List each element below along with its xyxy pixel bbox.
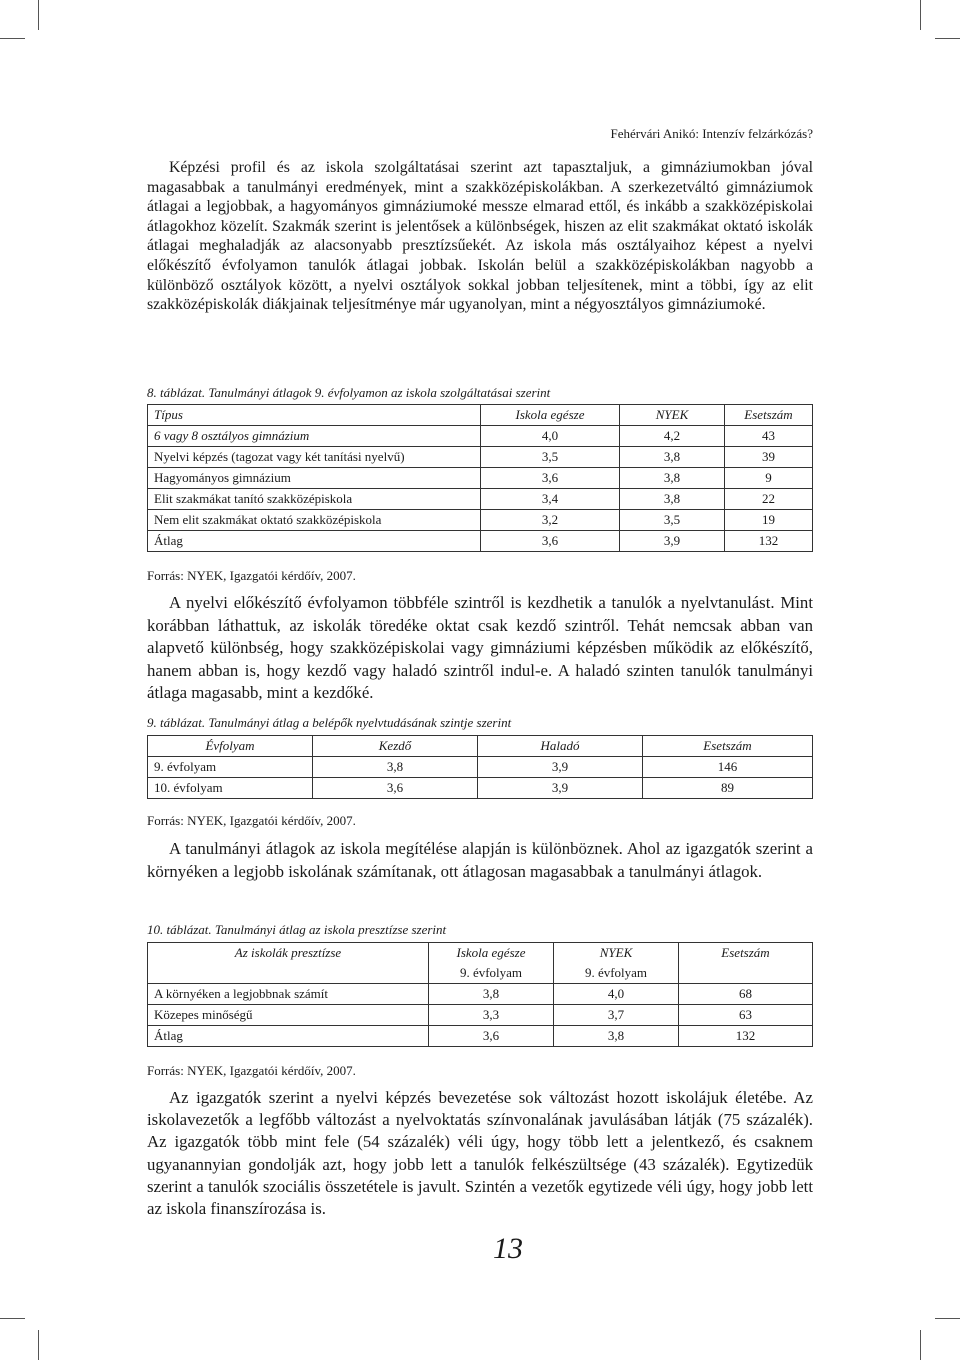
table-cell: 146 <box>643 757 813 778</box>
table-cell: 3,4 <box>481 489 620 510</box>
page-number: 13 <box>493 1232 523 1265</box>
table-header-cell: Iskola egésze <box>429 943 554 964</box>
crop-mark <box>920 1330 921 1360</box>
table-header-cell: Típus <box>148 405 481 426</box>
table-cell: 3,8 <box>620 468 725 489</box>
table-row <box>148 1026 813 1047</box>
crop-mark <box>935 38 960 39</box>
table-cell: 10. évfolyam <box>148 778 313 799</box>
table-header-cell: Kezdő <box>313 736 478 757</box>
table-cell: 68 <box>679 984 813 1005</box>
table-8-source: Forrás: NYEK, Igazgatói kérdőív, 2007. <box>147 568 356 583</box>
table-header-cell: Évfolyam <box>148 736 313 757</box>
table-cell: 39 <box>725 447 813 468</box>
paragraph-4: Az igazgatók szerint a nyelvi képzés bevezetése sok változást hozott iskolájuk életébe. Az iskolavezetők a legfőbb változást a nyelvoktatás színvonalának javulásában látják (75 százalék). Az igazgatók több mint fele (54 százalék) véli úgy, hogy több lett a jelentkező, és csaknem ugyanannyian gondolják azt, hogy jobb lett a tanulók felkészültsége (43 százalék). Egytizedük szerint a tanulók szociális összetétele is javult. Szintén a vezetők egytizede véli úgy, hogy jobb lett az iskola finanszírozása is. <box>147 1088 813 1219</box>
table-10-caption: 10. táblázat. Tanulmányi átlag az iskola presztízse szerint <box>147 922 447 937</box>
table-row <box>148 778 813 799</box>
table-cell: 4,0 <box>554 984 679 1005</box>
crop-mark <box>0 1318 25 1319</box>
table-header-cell: Esetszám <box>725 405 813 426</box>
table-cell: 3,9 <box>478 757 643 778</box>
table-cell: 3,9 <box>620 531 725 552</box>
table-cell: 132 <box>679 1026 813 1047</box>
table-header-cell: NYEK <box>620 405 725 426</box>
table-cell: 3,8 <box>620 447 725 468</box>
table-row <box>148 468 813 489</box>
paragraph-1: Képzési profil és az iskola szolgáltatásai szerint azt tapasztaljuk, a gimnáziumokban jóval magasabbak a tanulmányi eredmények, mint a szakközépiskolákban. A szerkezetváltó gimnáziumok átlagai a legjobbak, a hagyományos gimnáziumoké messze elmarad ettől, és inkább a szakközépiskolai átlagokhoz közelít. Szakmák szerint is jelentősek a különbségek, hiszen az elit szakmákat oktató iskolák átlagai meghaladják az alacsonyabb presztízsűekét. Az iskola más osztályaihoz képest a nyelvi előkészítő évfolyamon tanulók átlagai jobbak. Iskolán belül a szakközépiskolákban nagyobb a különböző osztályok között, a nyelvi osztályok sokkal jobban teljesítenek, mint a többi, így az elit szakközépiskolák diákjainak teljesítménye már ugyanolyan, mint a négyosztályos gimnáziumoké. <box>147 159 813 314</box>
table-header-row <box>148 943 813 964</box>
table-10-source: Forrás: NYEK, Igazgatói kérdőív, 2007. <box>147 1063 356 1078</box>
table-cell: Átlag <box>148 531 481 552</box>
table-cell: 9 <box>725 468 813 489</box>
table-cell: 3,9 <box>478 778 643 799</box>
table-9-source: Forrás: NYEK, Igazgatói kérdőív, 2007. <box>147 813 356 828</box>
table-cell: 9. évfolyam <box>554 963 679 984</box>
table-9 <box>147 735 813 799</box>
table-cell <box>679 963 813 984</box>
table-cell: 3,6 <box>313 778 478 799</box>
table-cell: 3,2 <box>481 510 620 531</box>
table-cell: 3,6 <box>481 531 620 552</box>
table-cell: 3,5 <box>620 510 725 531</box>
table-cell: 63 <box>679 1005 813 1026</box>
table-cell: 3,6 <box>429 1026 554 1047</box>
paragraph-2: A nyelvi előkészítő évfolyamon többféle szintről is kezdhetik a tanulók a nyelvtanulást. Mint korábban láthattuk, az iskolák töredéke oktat csak kezdő szintről. Tehát nemcsak abban van alapvető különbség, hogy szakközépiskolai vagy gimnáziumi képzésben működik az előkészítő, hanem abban is, hogy kezdő vagy haladó szintről indul-e. A haladó szinten tanulók tanulmányi átlaga magasabb, mint a kezdőké. <box>147 593 813 703</box>
table-cell: 3,8 <box>554 1026 679 1047</box>
paragraph-3: A tanulmányi átlagok az iskola megítélése alapján is különböznek. Ahol az igazgatók szerint a környéken a legjobb iskolának számítanak, ott átlagosan magasabbak a tanulmányi átlagok. <box>147 839 813 881</box>
table-cell: Hagyományos gimnázium <box>148 468 481 489</box>
table-cell: 9. évfolyam <box>148 757 313 778</box>
table-cell: 3,8 <box>429 984 554 1005</box>
table-cell: 43 <box>725 426 813 447</box>
table-row <box>148 489 813 510</box>
table-9-caption: 9. táblázat. Tanulmányi átlag a belépők nyelvtudásának szintje szerint <box>147 715 512 730</box>
table-cell <box>148 963 429 984</box>
table-cell: 3,5 <box>481 447 620 468</box>
table-cell: Elit szakmákat tanító szakközépiskola <box>148 489 481 510</box>
table-cell: Nyelvi képzés (tagozat vagy két tanítási nyelvű) <box>148 447 481 468</box>
table-row <box>148 984 813 1005</box>
table-cell: 6 vagy 8 osztályos gimnázium <box>148 426 481 447</box>
table-8-caption: 8. táblázat. Tanulmányi átlagok 9. évfolyamon az iskola szolgáltatásai szerint <box>147 385 551 400</box>
table-cell: A környéken a legjobbnak számít <box>148 984 429 1005</box>
table-cell: 22 <box>725 489 813 510</box>
table-10 <box>147 942 813 1047</box>
table-header-cell: Haladó <box>478 736 643 757</box>
table-header-row <box>148 405 813 426</box>
table-cell: 3,7 <box>554 1005 679 1026</box>
table-cell: Nem elit szakmákat oktató szakközépiskola <box>148 510 481 531</box>
table-header-cell: Esetszám <box>679 943 813 964</box>
crop-mark <box>0 38 25 39</box>
running-head: Fehérvári Anikó: Intenzív felzárkózás? <box>610 126 813 141</box>
table-cell: 19 <box>725 510 813 531</box>
table-row <box>148 757 813 778</box>
crop-mark <box>920 0 921 30</box>
table-header-cell: Esetszám <box>643 736 813 757</box>
table-row <box>148 1005 813 1026</box>
table-row <box>148 447 813 468</box>
table-cell: 3,8 <box>620 489 725 510</box>
table-subheader-row <box>148 963 813 984</box>
table-cell: 132 <box>725 531 813 552</box>
table-8 <box>147 404 813 552</box>
crop-mark <box>935 1318 960 1319</box>
table-cell: 3,8 <box>313 757 478 778</box>
table-row <box>148 426 813 447</box>
table-cell: Közepes minőségű <box>148 1005 429 1026</box>
table-cell: 4,2 <box>620 426 725 447</box>
table-cell: 3,6 <box>481 468 620 489</box>
table-cell: 89 <box>643 778 813 799</box>
table-cell: Átlag <box>148 1026 429 1047</box>
crop-mark <box>38 0 39 30</box>
table-cell: 3,3 <box>429 1005 554 1026</box>
crop-mark <box>38 1330 39 1360</box>
table-row <box>148 510 813 531</box>
table-cell: 9. évfolyam <box>429 963 554 984</box>
table-header-row <box>148 736 813 757</box>
table-row <box>148 531 813 552</box>
table-header-cell: NYEK <box>554 943 679 964</box>
table-header-cell: Az iskolák presztízse <box>148 943 429 964</box>
table-cell: 4,0 <box>481 426 620 447</box>
table-header-cell: Iskola egésze <box>481 405 620 426</box>
